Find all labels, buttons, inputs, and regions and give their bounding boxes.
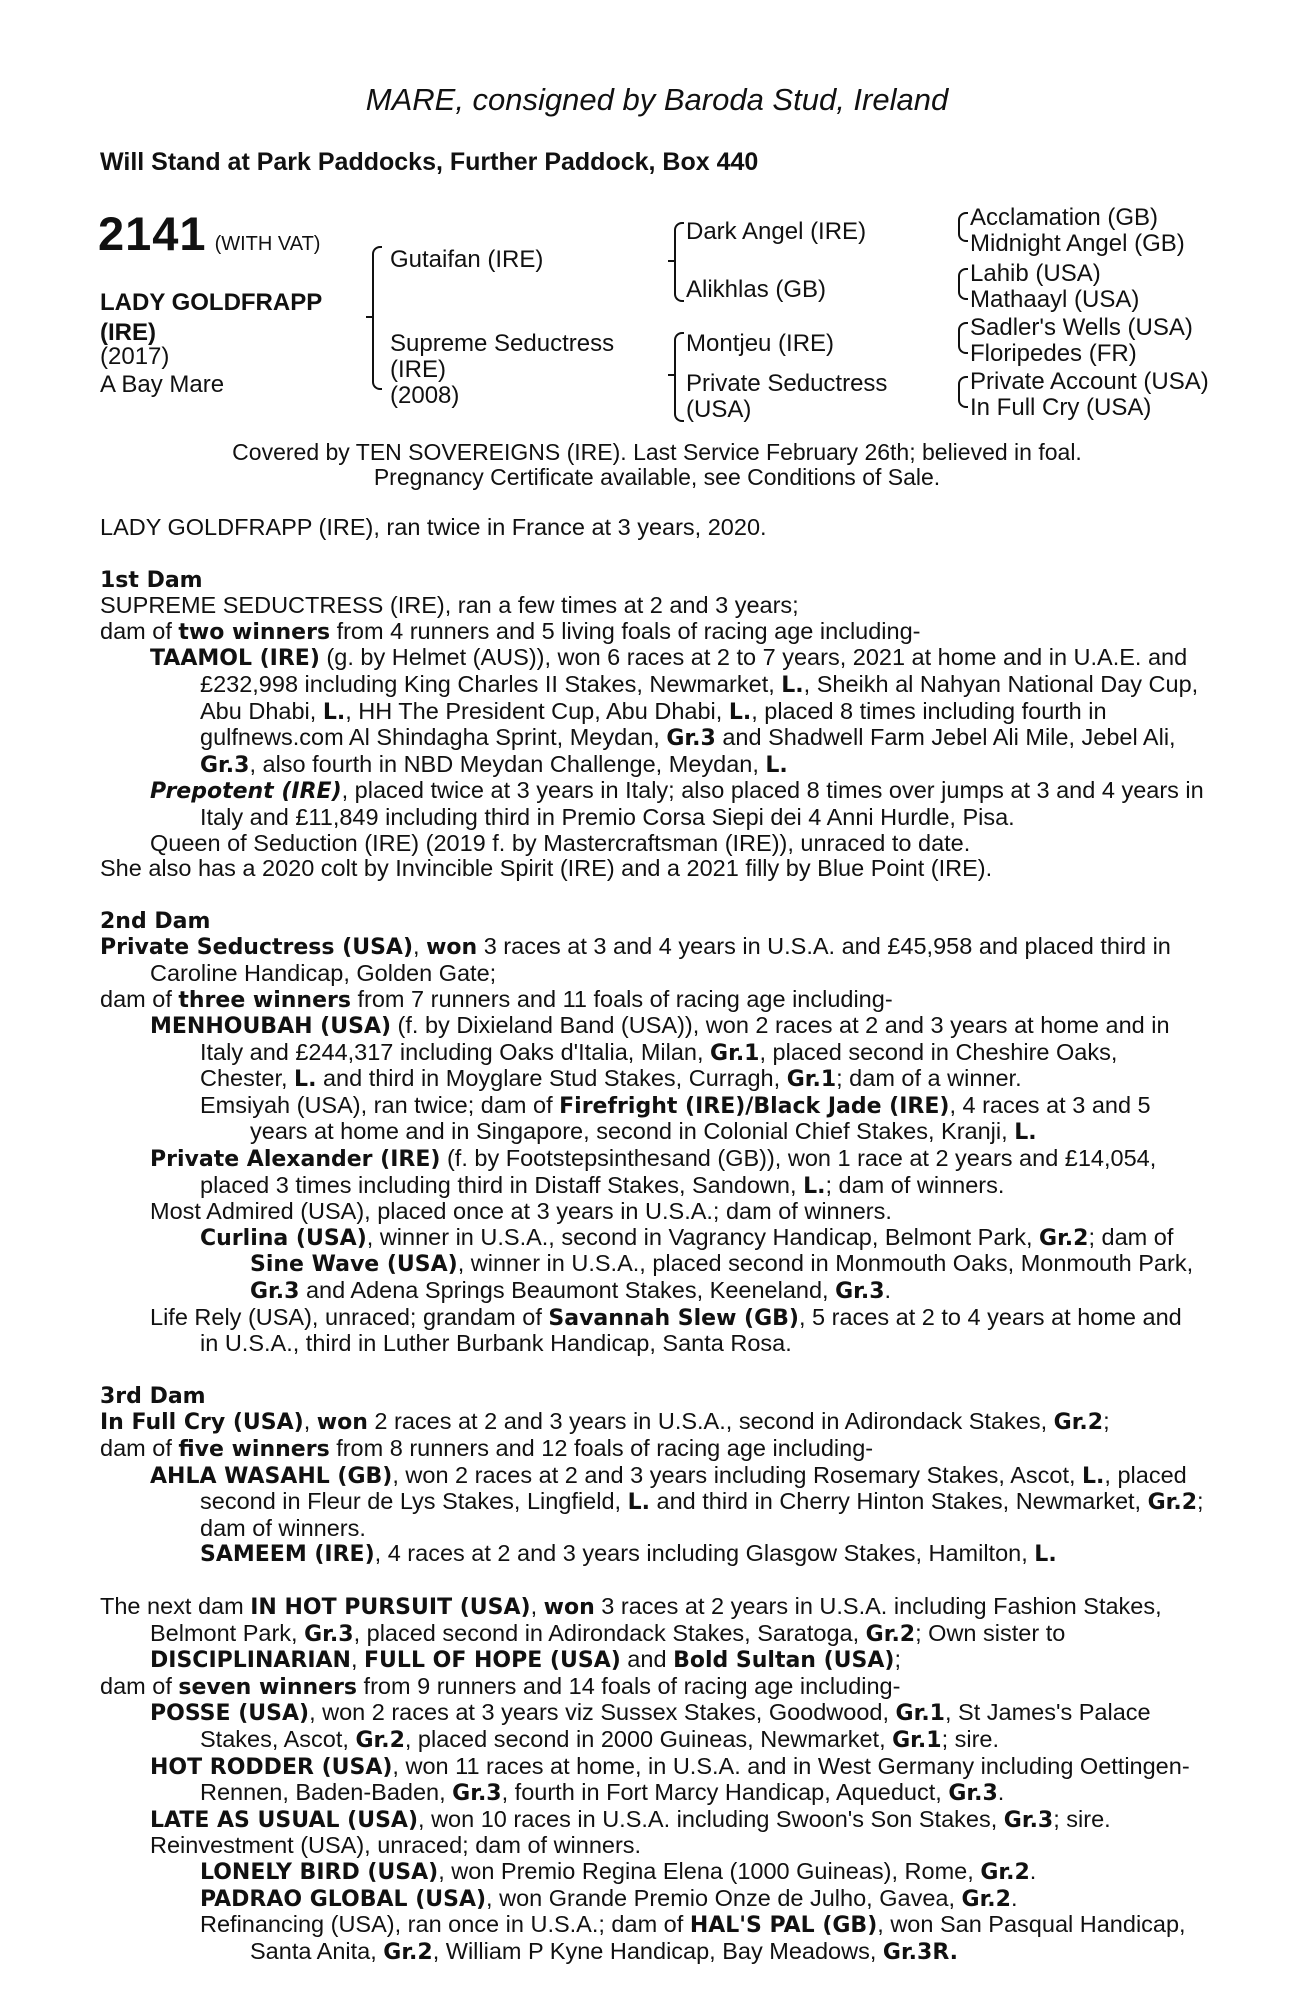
text: , won 11 races at home, in U.S.A. and in West Germany including Oettingen-Rennen, Baden-Baden, bbox=[200, 1752, 1190, 1806]
lot-number-value: 2141 bbox=[98, 207, 207, 260]
text: , placed 8 times including fourth in gulfnews.com Al Shindagha Sprint, Meydan, bbox=[200, 697, 1107, 751]
pedigree-dam-sire: Montjeu (IRE) bbox=[686, 330, 835, 357]
text: , Sheikh al Nahyan National Day Cup, Abu Dhabi, bbox=[200, 670, 1199, 724]
text: The next dam bbox=[100, 1592, 251, 1619]
text: dam of bbox=[100, 1672, 179, 1699]
pedigree-sdd: Mathaayl (USA) bbox=[970, 286, 1140, 313]
grade: L. bbox=[781, 672, 804, 698]
pedigree-sds: Lahib (USA) bbox=[970, 260, 1101, 287]
horse-name: FULL OF HOPE (USA) bbox=[364, 1648, 621, 1674]
horse-name: LATE AS USUAL (USA) bbox=[150, 1807, 419, 1833]
entry-ahla-wasahl bbox=[100, 1463, 1205, 1542]
text: ; bbox=[894, 1646, 902, 1673]
grade: L. bbox=[1034, 1542, 1057, 1568]
text: , HH The President Cup, Abu Dhabi, bbox=[345, 697, 729, 724]
text: , won Premio Regina Elena (1000 Guineas), Rome, bbox=[438, 1857, 981, 1884]
grade: L. bbox=[1082, 1463, 1105, 1489]
produce-record bbox=[100, 515, 1205, 1965]
grade: L. bbox=[1014, 1120, 1037, 1146]
text: from 7 runners and 11 foals of racing age including- bbox=[350, 985, 893, 1012]
text: 2 races at 2 and 3 years in U.S.A., second in Adirondack Stakes, bbox=[367, 1408, 1054, 1435]
text: , placed second in Cheshire Oaks, Chester, bbox=[200, 1038, 1118, 1092]
text: . bbox=[1029, 1857, 1037, 1884]
pedigree-dam-line1: Supreme Seductress bbox=[390, 330, 615, 357]
pedigree-dam-dam-line1: Private Seductress bbox=[686, 370, 888, 397]
text: , placed second in Fleur de Lys Stakes, Lingfield, bbox=[200, 1461, 1187, 1515]
pedigree-sire: Gutaifan (IRE) bbox=[390, 246, 544, 273]
grade: Gr.2 bbox=[980, 1859, 1030, 1885]
entry-queen-of-seduction: Queen of Seduction (IRE) (2019 f. by Mastercraftsman (IRE)), unraced to date. bbox=[150, 829, 971, 856]
first-dam-line1: SUPREME SEDUCTRESS (IRE), ran a few times at 2 and 3 years; bbox=[100, 592, 799, 619]
second-dam-heading bbox=[100, 908, 1205, 935]
highlight: won bbox=[543, 1594, 595, 1620]
pedigree-dam-line3: (2008) bbox=[390, 382, 460, 409]
text: dam of bbox=[100, 985, 179, 1012]
vat-note: (WITH VAT) bbox=[214, 233, 321, 255]
text: from 8 runners and 12 foals of racing age including- bbox=[329, 1435, 874, 1461]
pedigree-brace-ds bbox=[958, 322, 968, 354]
text: , bbox=[303, 1408, 317, 1435]
text: and third in Moyglare Stud Stakes, Curragh, bbox=[316, 1065, 787, 1092]
entry-reinvestment: Reinvestment (USA), unraced; dam of winners. bbox=[150, 1832, 642, 1859]
entry-lonely-bird bbox=[100, 1859, 1205, 1886]
grade: Gr.3 bbox=[452, 1781, 502, 1807]
text: , winner in U.S.A., second in Vagrancy Handicap, Belmont Park, bbox=[366, 1223, 1040, 1250]
pedigree-brace-ss bbox=[958, 212, 968, 242]
horse-name: Firefright (IRE)/Black Jade (IRE) bbox=[559, 1093, 950, 1119]
third-dam-heading-text: 3rd Dam bbox=[100, 1383, 206, 1409]
pedigree-ssd: Midnight Angel (GB) bbox=[970, 230, 1185, 257]
horse-name: Curlina (USA) bbox=[200, 1225, 367, 1251]
text: , bbox=[413, 933, 427, 960]
text: ; sire. bbox=[941, 1725, 1000, 1752]
entry-posse bbox=[100, 1700, 1205, 1753]
text: , won Grande Premio Onze de Julho, Gavea, bbox=[486, 1884, 962, 1911]
pedigree-brace-sire-point bbox=[668, 260, 674, 262]
horse-name: DISCIPLINARIAN bbox=[150, 1648, 351, 1674]
horse-name: LONELY BIRD (USA) bbox=[200, 1859, 439, 1885]
text: and Shadwell Farm Jebel Ali Mile, Jebel Ali, bbox=[715, 724, 1176, 751]
horse-name: HOT RODDER (USA) bbox=[150, 1754, 393, 1780]
pedigree-ddd: In Full Cry (USA) bbox=[970, 394, 1152, 421]
third-dam-line1 bbox=[100, 1409, 1205, 1436]
text: (f. by Dixieland Band (USA)), won 2 races at 2 and 3 years at home and in Italy and £244,317 including Oaks d'Italia, Milan, bbox=[200, 1012, 1170, 1065]
second-dam-heading-text: 2nd Dam bbox=[100, 908, 211, 934]
pedigree-brace-main-point bbox=[366, 316, 372, 318]
text: ; Own sister to bbox=[915, 1619, 1066, 1646]
pedigree-dds: Private Account (USA) bbox=[970, 368, 1209, 395]
highlight: won bbox=[316, 1410, 368, 1436]
text: Refinancing (USA), ran once in U.S.A.; dam of bbox=[200, 1911, 690, 1938]
text: and Adena Springs Beaumont Stakes, Keeneland, bbox=[299, 1277, 836, 1304]
horse-name: POSSE (USA) bbox=[150, 1701, 310, 1727]
stand-location: Will Stand at Park Paddocks, Further Paddock, Box 440 bbox=[100, 148, 759, 176]
horse-name: Private Alexander (IRE) bbox=[150, 1147, 441, 1173]
horse-name: Savannah Slew (GB) bbox=[548, 1305, 799, 1331]
third-dam-heading bbox=[100, 1383, 1205, 1410]
highlight: seven winners bbox=[178, 1674, 358, 1700]
pedigree-brace-dam bbox=[674, 332, 684, 422]
highlight: two winners bbox=[178, 619, 331, 645]
third-dam-line2 bbox=[100, 1436, 1205, 1463]
pedigree-dam-line2: (IRE) bbox=[390, 356, 446, 383]
grade: Gr.3 bbox=[200, 752, 250, 778]
entry-prepotent bbox=[100, 778, 1205, 830]
highlight: won bbox=[426, 935, 478, 961]
horse-name: Bold Sultan (USA) bbox=[673, 1648, 895, 1674]
grade: Gr.1 bbox=[710, 1040, 760, 1066]
text: , 4 races at 2 and 3 years including Glasgow Stakes, Hamilton, bbox=[374, 1540, 1035, 1567]
pedigree-brace-main bbox=[372, 246, 382, 390]
text: , St James's Palace Stakes, Ascot, bbox=[200, 1699, 1151, 1752]
pedigree-dam-dam-line2: (USA) bbox=[686, 396, 752, 423]
entry-refinancing bbox=[100, 1912, 1205, 1965]
mare-description: A Bay Mare bbox=[100, 371, 225, 398]
covered-line2: Pregnancy Certificate available, see Conditions of Sale. bbox=[373, 464, 941, 490]
grade: Gr.2 bbox=[355, 1727, 405, 1753]
entry-sameem bbox=[100, 1541, 1205, 1568]
pedigree-dss: Sadler's Wells (USA) bbox=[970, 314, 1193, 341]
entry-hot-rodder bbox=[100, 1754, 1205, 1807]
next-dam-line1 bbox=[100, 1594, 1205, 1674]
entry-life-rely bbox=[100, 1305, 1205, 1357]
first-dam-also: She also has a 2020 colt by Invincible Spirit (IRE) and a 2021 filly by Blue Point (IRE). bbox=[100, 855, 993, 882]
text: Emsiyah (USA), ran twice; dam of bbox=[200, 1091, 560, 1118]
grade: Gr.1 bbox=[786, 1067, 837, 1093]
mare-name: LADY GOLDFRAPP bbox=[100, 289, 323, 316]
text: , bbox=[530, 1592, 544, 1619]
entry-emsiyah bbox=[100, 1093, 1205, 1146]
grade: Gr.2 bbox=[383, 1939, 433, 1965]
entry-most-admired: Most Admired (USA), placed once at 3 years in U.S.A.; dam of winners. bbox=[150, 1198, 892, 1225]
text: . bbox=[1010, 1884, 1018, 1911]
text: (g. by Helmet (AUS)), won 6 races at 2 to 7 years, 2021 at home and in U.A.E. and £232,998 including King Charles II Stakes, Newmarket, bbox=[200, 644, 1188, 697]
text: , also fourth in NBD Meydan Challenge, Meydan, bbox=[249, 750, 766, 777]
horse-name: Sine Wave (USA) bbox=[250, 1252, 458, 1278]
entry-padrao-global bbox=[100, 1886, 1205, 1913]
text: , won 2 races at 2 and 3 years including Rosemary Stakes, Ascot, bbox=[392, 1461, 1083, 1488]
highlight: five winners bbox=[178, 1437, 330, 1462]
text: . bbox=[997, 1779, 1005, 1806]
pedigree-brace-dam-point bbox=[668, 374, 674, 376]
text: , bbox=[350, 1646, 365, 1673]
grade: Gr.2 bbox=[961, 1886, 1011, 1912]
pedigree-brace-sire bbox=[674, 222, 684, 302]
text: ; dam of a winner. bbox=[836, 1065, 1022, 1092]
grade: Gr.3 bbox=[666, 726, 716, 752]
grade: L. bbox=[627, 1490, 650, 1516]
text: dam of bbox=[100, 617, 179, 644]
text: ; bbox=[1103, 1408, 1110, 1435]
text: from 4 runners and 5 living foals of racing age including- bbox=[330, 617, 921, 644]
horse-name: In Full Cry (USA) bbox=[100, 1410, 304, 1436]
text: ; sire. bbox=[1053, 1805, 1111, 1832]
lot-number bbox=[98, 206, 320, 261]
text: from 9 runners and 14 foals of racing age including- bbox=[357, 1672, 901, 1699]
grade: Gr.3R. bbox=[882, 1939, 959, 1965]
grade: L. bbox=[294, 1067, 317, 1093]
next-dam-line2 bbox=[100, 1674, 1205, 1701]
text: , 5 races at 2 to 4 years at home and in U.S.A., third in Luther Burbank Handicap, Santa Rosa. bbox=[200, 1303, 1182, 1357]
grade: L. bbox=[765, 752, 788, 778]
horse-name: PADRAO GLOBAL (USA) bbox=[200, 1886, 487, 1912]
pedigree-brace-sd bbox=[958, 268, 968, 300]
text: , placed second in Adirondack Stakes, Saratoga, bbox=[353, 1619, 866, 1646]
text: , 4 races at 3 and 5 years at home and in Singapore, second in Colonial Chief Stakes, Kranji, bbox=[250, 1091, 1151, 1145]
text: (f. by Footstepsinthesand (GB)), won 1 race at 2 years and £14,054, placed 3 times including third in Distaff Stakes, Sandown, bbox=[200, 1145, 1157, 1198]
mare-year: (2017) bbox=[100, 343, 170, 370]
entry-menhoubah bbox=[100, 1013, 1205, 1093]
grade: Gr.1 bbox=[895, 1701, 945, 1727]
pedigree-dsd: Floripedes (FR) bbox=[970, 340, 1137, 367]
grade: Gr.2 bbox=[1053, 1410, 1104, 1436]
text: , won 2 races at 3 years viz Sussex Stakes, Goodwood, bbox=[309, 1699, 896, 1726]
second-dam-line2 bbox=[100, 987, 1205, 1014]
grade: Gr.3 bbox=[250, 1279, 300, 1305]
text: and bbox=[620, 1646, 674, 1673]
entry-taamol bbox=[100, 645, 1205, 778]
entry-late-as-usual bbox=[100, 1807, 1205, 1834]
text: 3 races at 2 years in U.S.A. including Fashion Stakes, Belmont Park, bbox=[150, 1592, 1162, 1646]
covered-line1: Covered by TEN SOVEREIGNS (IRE). Last Service February 26th; believed in foal. bbox=[232, 439, 1082, 465]
highlight: three winners bbox=[178, 987, 351, 1013]
text: , William P Kyne Handicap, Bay Meadows, bbox=[432, 1937, 883, 1964]
text: , placed second in 2000 Guineas, Newmarket, bbox=[404, 1725, 893, 1752]
text: Life Rely (USA), unraced; grandam of bbox=[150, 1303, 549, 1330]
grade: L. bbox=[322, 699, 346, 725]
grade: L. bbox=[803, 1173, 826, 1199]
horse-name: SAMEEM (IRE) bbox=[200, 1542, 375, 1568]
horse-name: AHLA WASAHL (GB) bbox=[150, 1463, 393, 1489]
text: , won 10 races in U.S.A. including Swoon's Son Stakes, bbox=[418, 1805, 1004, 1832]
pedigree-sire-sire: Dark Angel (IRE) bbox=[686, 218, 867, 245]
pedigree-sss: Acclamation (GB) bbox=[970, 204, 1159, 231]
first-dam-line2 bbox=[100, 619, 1205, 646]
text: dam of bbox=[100, 1435, 179, 1461]
grade: Gr.2 bbox=[1039, 1225, 1089, 1251]
grade: Gr.3 bbox=[1003, 1807, 1054, 1833]
grade: Gr.2 bbox=[865, 1621, 916, 1647]
text: , winner in U.S.A., placed second in Monmouth Oaks, Monmouth Park, bbox=[457, 1250, 1194, 1277]
text: ; dam of bbox=[1088, 1223, 1174, 1250]
grade: L. bbox=[728, 699, 752, 725]
grade: Gr.3 bbox=[835, 1279, 885, 1305]
horse-name: HAL'S PAL (GB) bbox=[689, 1913, 878, 1939]
consignor-title: MARE, consigned by Baroda Stud, Ireland bbox=[365, 82, 949, 117]
grade: Gr.2 bbox=[1147, 1490, 1198, 1516]
horse-name: TAAMOL (IRE) bbox=[150, 646, 320, 672]
second-dam-line1 bbox=[100, 934, 1205, 986]
text: ; dam of winners. bbox=[825, 1171, 1005, 1198]
mare-country: (IRE) bbox=[100, 319, 156, 346]
entry-private-alexander bbox=[100, 1146, 1205, 1199]
pedigree-brace-dd bbox=[958, 376, 968, 408]
horse-name: MENHOUBAH (USA) bbox=[150, 1014, 392, 1040]
mare-summary: LADY GOLDFRAPP (IRE), ran twice in France at 3 years, 2020. bbox=[100, 514, 767, 540]
first-dam-heading bbox=[100, 567, 1205, 594]
grade: Gr.3 bbox=[948, 1781, 998, 1807]
pedigree-sire-dam: Alikhlas (GB) bbox=[686, 276, 827, 303]
horse-name: IN HOT PURSUIT (USA) bbox=[250, 1594, 531, 1620]
text: , fourth in Fort Marcy Handicap, Aqueduct, bbox=[501, 1779, 949, 1806]
text: , placed twice at 3 years in Italy; also placed 8 times over jumps at 3 and 4 years in Italy and £11,849 including third in Premio Corsa Siepi dei 4 Anni Hurdle, Pisa. bbox=[200, 777, 1204, 830]
text: 3 races at 3 and 4 years in U.S.A. and £45,958 and placed third in Caroline Handicap, Golden Gate; bbox=[150, 933, 1171, 986]
entry-curlina bbox=[100, 1225, 1205, 1305]
grade: Gr.3 bbox=[304, 1621, 354, 1647]
text: . bbox=[884, 1277, 892, 1304]
text: ; dam of winners. bbox=[200, 1488, 1204, 1541]
text: and third in Cherry Hinton Stakes, Newmarket, bbox=[649, 1488, 1148, 1515]
horse-name: Prepotent (IRE) bbox=[150, 779, 342, 805]
text: , won San Pasqual Handicap, Santa Anita, bbox=[250, 1911, 1186, 1964]
grade: Gr.1 bbox=[892, 1727, 942, 1753]
horse-name: Private Seductress (USA) bbox=[100, 935, 413, 961]
first-dam-heading-text: 1st Dam bbox=[100, 567, 203, 593]
